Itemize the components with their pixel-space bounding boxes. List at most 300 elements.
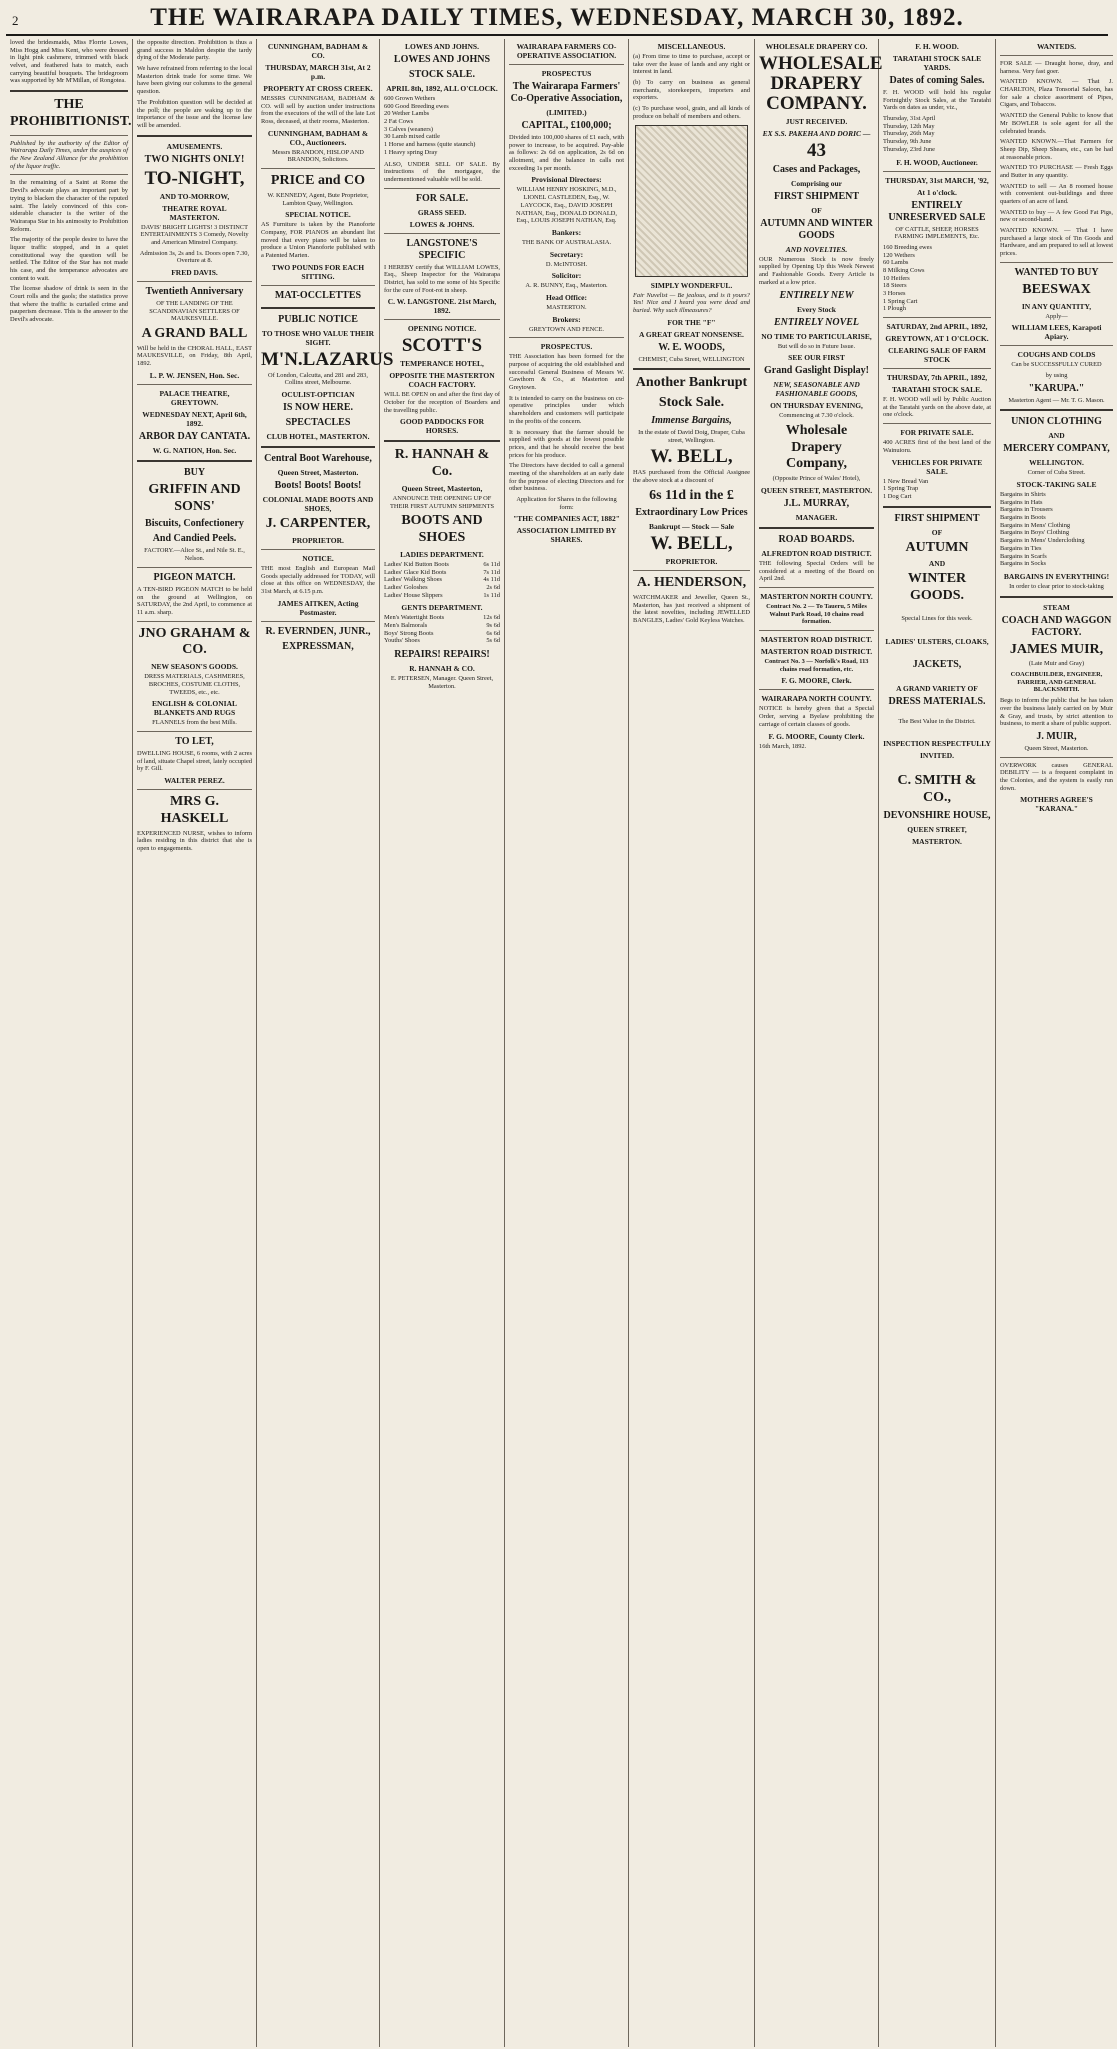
lazarus-text: Of London, Calcutta, and 281 and 283, Collins street, Melbourne. [268,371,368,387]
graham-subheading: NEW SEASON'S GOODS. [151,662,238,672]
item-name: Boys' Strong Boots [384,629,434,637]
divider [384,440,500,442]
grass-seed-heading: GRASS SEED. [417,207,467,217]
item-price: 6s 6d [486,629,500,637]
list-item: Bargains in Trousers [1000,506,1053,514]
wellington-line: WELLINGTON. [1029,458,1084,468]
ladies-heading: LADIES DEPARTMENT. [400,549,484,559]
divider [261,285,375,286]
limited-line: (LIMITED.) [546,108,587,117]
masthead [6,4,1108,36]
firm-text: MESSRS CUNNINGHAM, BADHAM & CO. will sell by auction under instructions from the executors of the will of the late Lot Ross, deceased, at their rooms, Masterton. [261,95,375,126]
bankrupt-stock-line: Bankrupt — Stock — Sale [648,522,735,532]
column-1 [6,39,133,2047]
wairarapa-north-heading: WAIRARAPA NORTH COUNTY. [761,694,872,704]
greytown-line: GREYTOWN, AT 1 O'CLOCK. [885,334,989,344]
secretary-name: D. McINTOSH. [545,260,588,268]
lazarus-heading: M'N.LAZARUS [261,348,394,370]
road-district-heading: MASTERTON ROAD DISTRICT. [760,635,873,645]
list-item: Thursday, 26th May [883,130,935,138]
tomorrow-line: AND TO-MORROW, [159,191,230,201]
wedding-report: loved the bridesmaids, Miss Florrie Lowes, Miss Hogg and Miss Kent, who were dressed in light pink cashmere, trimmed with black velvet, and feathered hats to match, each carrying beautiful bouquets. The bridegroom was supported by Mr M'Millan, of Rongotea. [10,39,128,85]
carpenter-subheading: PROPRIETOR. [292,535,344,545]
stock-date: APRIL 8th, 1892, ALL O'CLOCK. [386,84,498,93]
price-subheading: W. KENNEDY, Agent, Bute Proprietor, Lambton Quay, Wellington. [267,191,369,207]
graham-heading: JNO GRAHAM & CO. [138,625,251,658]
opposite-line: (Opposite Prince of Wales' Hotel), [772,475,861,483]
ships-line: EX S.S. PAKEHA AND DORIC — [762,128,871,138]
caption-text: Fair Nuvelist — Be jealous, and is it yours? Yes! Nice and I heard you were dead and buried. Why such illmeasures? [633,291,750,314]
column-6 [629,39,755,2047]
gents-price-list [384,614,500,645]
palace-date: WEDNESDAY NEXT, April 6th, 1892. [142,409,247,428]
prohibitionist-heading: THE PROHIBITIONIST. [10,97,132,129]
saturday-heading: SATURDAY, 2nd APRIL, 1892, [886,322,988,332]
road-boards-heading: ROAD BOARDS. [778,533,855,545]
taratahi-heading: TARATAHI STOCK SALE YARDS. [892,54,982,72]
divider [10,135,128,136]
list-item: 120 Wethers [883,251,915,259]
divider [759,587,874,588]
private-sale-heading: FOR PRIVATE SALE. [900,428,974,438]
office-place: MASTERTON. [546,303,587,311]
list-item: 1 Heavy spring Dray [384,148,438,156]
blankets-heading: ENGLISH & COLONIAL BLANKETS AND RUGS [151,699,238,718]
cattle-heading: OF CATTLE, SHEEP, HORSES FARMING IMPLEMENTS, Etc. [894,225,980,241]
divider [759,527,874,529]
divider [883,423,991,424]
article-paragraph: the opposite direction. Prohibition is thus a grand success in Maldon despite the tardy dying of the Moderate party. [137,39,252,62]
article-paragraph: The license shadow of drink is seen in the Court rolls and the gaols; the statistics prove that where the traffic is curtailed crime and pauperism decrease. This is the answer to the Devil's advocate. [10,285,128,324]
muir-signature: J. MUIR, [1036,730,1077,742]
mat-heading: MAT-OCCLETTES [274,289,362,301]
apply-line: Apply— [1045,312,1068,320]
first-shipment-heading: FIRST SHIPMENT [894,512,980,524]
of-line: OF [811,205,822,215]
list-item [384,576,500,584]
list-item: 1 Horse and harness (quite staunch) [384,141,476,149]
price-per-pound: 6s 11d in the £ [649,487,734,503]
drapery-top: WHOLESALE DRAPERY CO. [765,42,868,51]
paddocks-heading: GOOD PADDOCKS FOR HORSES. [399,417,485,436]
stock-taking-heading: STOCK-TAKING SALE [1016,480,1097,490]
column-2 [133,39,257,2047]
capital-heading: CAPITAL, £100,000; [521,120,612,131]
directors-heading: Provisional Directors: [531,175,602,185]
murray-heading: J.L. MURRAY, [783,497,850,509]
list-item: Bargains in Boots [1000,514,1046,522]
ball-text: Will be held in the CHORAL HALL, EAST MAUKESVILLE, on Friday, 8th April, 1892. [137,344,252,368]
dress-materials-heading: DRESS MATERIALS. [888,695,986,707]
item-price: 9s 6d [486,622,500,629]
list-item [384,614,500,622]
divider [759,689,874,690]
invited-line: INVITED. [920,751,954,761]
opening-notice-heading: OPENING NOTICE. [407,324,477,334]
solicitor-name: A. R. BUNNY, Esq., Masterton. [525,282,608,290]
inspection-line: INSPECTION RESPECTFULLY [883,739,991,749]
list-item: 2 Fat Cows [384,118,414,126]
repairs-heading: REPAIRS! REPAIRS! [394,649,490,661]
divider [261,621,375,622]
stock-sale-heading: STOCK SALE. [409,69,475,80]
list-item [384,569,500,577]
tender-text: Contract No. 2 — To Taueru, 5 Miles Walnut Park Road, 10 chains road formation. [766,603,867,626]
mothers-line: MOTHERS AGREE'S "KARANA." [1020,795,1093,814]
illustration-caption: SIMPLY WONDERFUL. [650,280,733,290]
association-heading: The Wairarapa Farmers' Co-Operative Association, [510,81,623,104]
list-item: Thursday, 9th June [883,138,932,146]
taratahi-heading-2: TARATAHI STOCK SALE. [891,385,983,395]
wanted-to-buy-heading: WANTED TO BUY [1014,266,1099,278]
mercery-heading: MERCERY COMPANY, [1003,443,1110,455]
column-3 [257,39,394,2047]
divider [633,368,750,370]
smith-heading: C. SMITH & CO., [897,773,977,806]
haskell-text: EXPERIENCED NURSE, wishes to inform ladies residing in this district that she is open to engagements. [137,829,252,852]
divider [1000,55,1113,56]
list-item: Bargains in Scarfs [1000,552,1047,560]
queen-street-line: QUEEN STREET, [907,824,967,834]
bell-text: HAS purchased from the Official Assignee the above stock at a discount of [633,469,750,484]
central-heading: Central Boot Warehouse, [264,453,372,465]
comprising-line: Comprising our [790,178,843,188]
wholesale-heading-2: Wholesale Drapery Company, [785,422,848,472]
aitken-signature: JAMES AITKEN, Acting Postmaster. [277,598,359,617]
list-item [384,637,500,645]
evernden-heading: R. EVERNDEN, JUNR., [265,625,371,637]
divider [137,731,252,732]
divider [137,135,252,137]
thursday-heading-2: THURSDAY, 7th APRIL, 1892, [886,373,988,383]
biscuits-heading: Biscuits, Confectionery [145,518,244,530]
of-line: OF [931,527,943,537]
capital-text: Divided into 100,000 shares of £1 each, with power to increase, to be acquired. Pay-able as follows: 2s 6d on application, 2s 6d on allotment, and the balance in calls not exceeding 1s per month. [509,134,624,172]
article-paragraph: The majority of the people desire to have the liquor traffic stopped, and in a quiet constitutional way the question will be settled. The Editor of the Star has not made his case, and the temperance advocates are content to wait. [10,236,128,282]
column-9 [996,39,1117,2047]
masterton-county-heading: MASTERTON NORTH COUNTY. [760,592,873,602]
article-paragraph: (a) From time to time to purchase, accept or take over the lease of lands and any right or interest in land. [633,53,750,76]
muir-subheading: (Late Muir and Gray) [1028,660,1085,668]
lees-signature: WILLIAM LEES, Karapoti Apiary. [1011,323,1102,342]
column-7 [755,39,883,2047]
divider [137,281,252,282]
list-item [384,592,500,600]
cattle-list [883,244,991,313]
for-the-sub: A GREAT GREAT NONSENSE. [639,329,744,339]
list-item: Bargains in Hats [1000,498,1043,506]
colonial-heading: COLONIAL MADE BOOTS AND SHOES, [262,495,374,514]
divider [1000,409,1113,411]
vehicles-list [883,478,991,501]
list-item: 10 Heifers [883,274,910,282]
ulsters-heading: LADIES' ULSTERS, CLOAKS, [885,636,989,646]
extraordinary-heading: Extraordinary Low Prices [635,507,748,519]
list-item: 600 Grown Wethers [384,95,436,102]
notice-heading: NOTICE. [302,553,334,563]
hannah-subheading: Queen Street, Masterton, [401,483,483,493]
list-item: Thursday, 12th May [883,122,935,130]
list-item: Bargains in Boys' Clothing [1000,529,1070,537]
divider [137,621,252,622]
divider [1000,262,1113,263]
admission-text: Admission 3s, 2s and 1s. Doors open 7.30, Overture at 8. [139,249,250,265]
company-text: DAVIS' BRIGHT LIGHTS! 3 DISTINCT ENTERTAINMENTS 3 Comedy, Novelty and American Minstrel Company. [140,223,249,246]
agent-line: Masterton Agent — Mr. T. G. Mason. [1008,396,1105,404]
steam-line: STEAM [1043,602,1070,612]
list-item: Bargains in Shirts [1000,491,1046,499]
contract-text: Contract No. 3 — Norfolk's Road, 113 chains road formation, etc. [764,658,869,673]
article-paragraph: (b) To carry on business as general merchants, storekeepers, importers and exporters. [633,79,750,102]
subscribe-line: Application for Shares in the following form: [516,496,617,511]
divider [1000,757,1113,758]
hannah-heading: R. HANNAH & Co. [394,447,490,480]
drapery-text: OUR Numerous Stock is now freely supplied by Opening Up this Week Newest and Fashionable Goods. Every Article is marked at a low price. [759,255,874,286]
dates-list [883,115,991,153]
devonshire-heading: DEVONSHIRE HOUSE, [883,809,991,821]
item-name: Ladies' Glace Kid Boots [384,568,447,576]
boots-shoes-heading: BOOTS AND SHOES [401,513,483,546]
arbor-day-heading: ARBOR DAY CANTATA. [138,430,251,442]
manager-line: MANAGER. [795,512,838,522]
dates-text: F. H. WOOD will hold his regular Fortnightly Stock Sales, at the Taratahi Yards on dates as under, viz., [883,89,991,112]
cured-line: Can be SUCCESSFULLY CURED [1011,361,1102,369]
item-price: 7s 11d [483,568,500,576]
divider [509,64,624,65]
divider [10,174,128,175]
two-nights-heading: TWO NIGHTS ONLY! [144,153,245,165]
and-line: AND [928,559,946,569]
graham-items: DRESS MATERIALS, CASHMERES, BROCHES, COSTUME CLOTHS, TWEEDS, etc., etc. [144,673,245,696]
divider [1000,596,1113,598]
list-item: 600 Good Breeding ewes [384,102,449,110]
manager-signature: FRED DAVIS. [171,267,218,277]
terms-heading: TWO POUNDS FOR EACH SITTING. [271,262,365,281]
wanteds-heading: WANTEDS. [1037,42,1076,51]
list-item [384,584,500,592]
special-notice-text: AS Furniture is taken by the Pianoforte Company, FOR PIANOS an abundant list moved that every piano will be taken to produce a Union Pianoforte published with a Patented Marten. [261,221,375,260]
palace-theatre-heading: PALACE THEATRE, GREYTOWN. [159,388,230,407]
beeswax-heading: BEESWAX [1022,281,1091,297]
item-name: Men's Watertight Boots [384,614,445,622]
column-5 [505,39,629,2047]
woods-heading: W. E. WOODS, [658,341,725,353]
using-line: by using [1045,371,1068,379]
article-paragraph: The Prohibition question will be decided at the poll; the people are waking up to the importance of the issue and the license law will be amended. [137,98,252,129]
advert-illustration [635,125,748,277]
list-item: 1 Spring Trap [883,485,919,493]
theatre-line: THEATRE ROYAL MASTERTON. [162,203,227,222]
winter-goods-heading: WINTER GOODS. [907,571,967,604]
divider [759,630,874,631]
column-4 [380,39,505,2047]
clearing-heading: CLEARING SALE OF FARM STOCK [888,346,986,365]
list-item: 18 Steers [883,282,907,290]
item-name: Ladies' Goloshes [384,583,428,591]
another-bankrupt-heading: Another Bankrupt [635,375,748,391]
spacer [883,762,991,770]
stock-list [384,95,500,157]
item-name: Men's Balmorals [384,622,428,629]
divider [137,384,252,385]
grass-signature: LOWES & JOHNS. [409,219,475,229]
article-paragraph: In the remaining of a Saint at Rome the Devil's advocate plays an important part by trying to blacken the character of the reputed saint. The lately convinced of this con- siderable character is the writer of the Wairarapa Star in his animosity to Prohibition Reform. [10,179,128,233]
hannah-signature: R. HANNAH & CO. [409,664,475,674]
item-name: Youths' Shoes [384,637,420,645]
divider [883,368,991,369]
office-heading: Head Office: [545,292,588,302]
arbor-signature: W. G. NATION, Hon. Sec. [152,445,237,455]
future-issue-line: But will do so in Future Issue. [777,342,856,350]
firm-heading: CUNNINGHAM, BADHAM & CO. [267,42,369,60]
novelties-line: AND NOVELTIES. [785,244,848,254]
best-value-line: The Best Value in the District. [898,717,976,725]
spacer [883,607,991,615]
list-item [384,630,500,638]
special-notice-heading: SPECIAL NOTICE. [285,210,351,220]
list-item: Thursday, 23rd June [883,145,935,153]
anniversary-heading: Twentieth Anniversary [145,285,244,297]
wholesale-heading: WHOLESALE DRAPERY COMPANY. [759,53,883,114]
article-paragraph: The Directors have decided to call a general meeting of the shareholders at an early date for the purpose of electing Directors and for other business. [509,462,624,493]
just-received-heading: JUST RECEIVED. [785,116,848,126]
bell-heading: W. BELL, [650,446,733,468]
moore-signature-2: F. G. MOORE, County Clerk. [768,731,865,741]
firm-signature: CUNNINGHAM, BADHAM & CO., Auctioneers. [267,128,369,147]
prospectus-heading-2: PROSPECTUS. [540,342,593,352]
divider [261,168,375,169]
form-subheading: ASSOCIATION LIMITED BY SHARES. [516,526,617,545]
road-district-heading-2: MASTERTON ROAD DISTRICT. [760,647,873,657]
unreserved-heading: ENTIRELY UNRESERVED SALE [888,199,986,223]
peels-heading: And Candied Peels. [152,533,237,545]
miscellaneous-heading: MISCELLANEOUS. [657,42,726,51]
ladies-price-list [384,561,500,599]
item-price: 6s 11d [483,560,500,568]
list-item: Thursday, 31st April [883,115,936,123]
classified-ad: WANTED the General Public to know that Mr BOWLER is sole agent for all the celebrated brands. [1000,112,1113,135]
form-heading: "THE COMPANIES ACT, 1882" [513,514,620,524]
item-name: Ladies' Walking Shoes [384,576,443,584]
prospectus-heading: PROSPECTUS [541,69,592,78]
autumn-winter-heading: AUTUMN AND WINTER GOODS [760,217,873,241]
to-let-heading: TO LET, [175,735,214,747]
overwork-text: OVERWORK causes GENERAL DEBILITY — is a frequent complaint in the Colonies, and the system is easily run down. [1000,761,1113,792]
see-our-first-line: SEE OUR FIRST [788,353,845,363]
muir-text: Begs to inform the public that he has taken over the business lately carried on by Muir & Gray, and trusts, by strict attention to business, to merit a share of public support. [1000,697,1113,728]
petersen-signature: E. PETERSEN, Manager. Queen Street, Masterton. [390,675,494,690]
cases-heading: Cases and Packages, [772,163,861,175]
list-item: 1 Spring Cart [883,297,918,305]
divider [10,90,128,92]
list-item [384,622,500,630]
brokers-heading: Brokers: [552,314,581,324]
corner-line: Corner of Cuba Street. [1027,469,1086,477]
divider [883,317,991,318]
divider [384,233,500,234]
autumn-heading: AUTUMN [905,539,969,555]
brokers-name: GREYTOWN AND FENCE. [529,325,604,333]
list-item: Bargains in Socks [1000,560,1047,568]
grand-variety-line: A GRAND VARIETY OF [896,683,978,693]
divider [137,460,252,462]
spacer [883,626,991,634]
entirely-new-heading: ENTIRELY NEW [779,289,854,301]
ball-signature: L. P. W. JENSEN, Hon. Sec. [149,370,240,380]
newspaper-title: THE WAIRARAPA DAILY TIMES, WEDNESDAY, MARCH 30, 1892. [150,4,964,31]
pigeon-heading: PIGEON MATCH. [153,571,236,583]
secretary-heading: Secretary: [549,249,584,259]
moore-signature: F. G. MOORE, Clerk. [781,676,852,686]
dwelling-text: DWELLING HOUSE, 6 rooms, with 2 acres of land, situate Chapel street, lately occupied by F. Gill. [137,749,252,773]
pigeon-text: A TEN-BIRD PIGEON MATCH to be held on the ground at Wellington, on SATURDAY, the 2nd April, to commence at 11 a.m. sharp. [137,585,252,616]
lowes-top: LOWES AND JOHNS. [405,42,479,51]
coach-heading: COACH AND WAGGON FACTORY. [1001,614,1112,638]
divider [261,307,375,309]
henderson-text: WATCHMAKER and Jeweller, Queen St., Masterton, has just received a shipment of the latest novelties, including JEWELLED BANGLES, Ladies' Gold Keyless Watches. [633,594,750,625]
thursday-time: At 1 o'clock. [917,187,957,197]
public-notice-sub: TO THOSE WHO VALUE THEIR SIGHT. [261,328,375,347]
bankers-heading: Bankers: [551,227,582,237]
proprietor-line: PROPRIETOR. [665,557,718,567]
article-paragraph: THE Association has been formed for the purpose of acquiring the old established and successful General Business of Messrs W. Cawthorn & Co., at Masterton and Greytown. [509,353,624,392]
alfredton-heading: ALFREDTON ROAD DISTRICT. [761,548,872,558]
wairarapa-north-text: NOTICE is hereby given that a Special Order, serving a Byelaw prohibiting the carriage of certain classes of goods. [759,705,874,728]
list-item: 1 Dog Cart [883,492,912,500]
column-row [6,39,1113,2047]
langstone-heading: LANGSTONE'S SPECIFIC [406,237,478,261]
scott-heading: SCOTT'S [401,335,483,357]
solicitor-heading: Solicitor: [551,271,582,281]
everything-sub: In order to clear prior to stock-taking [1009,582,1104,590]
every-stock-line: Every Stock [797,304,836,314]
list-item: 3 Horses [883,290,906,297]
divider [137,567,252,568]
notice-date: 16th March, 1892. [759,742,807,750]
stock-sale-heading: Stock Sale. [658,395,725,411]
gents-heading: GENTS DEPARTMENT. [401,603,483,613]
divider [261,549,375,550]
list-item: Bargains in Ties [1000,544,1042,552]
griffin-address: FACTORY.—Alice St., and Nile St. E., Nelson. [144,547,245,563]
henderson-heading: A. HENDERSON, [636,575,747,591]
jackets-heading: JACKETS, [912,658,962,670]
list-item: 3 Calves (weaners) [384,125,433,133]
item-name: Ladies' House Slippers [384,591,443,599]
article-paragraph: It is necessary that the farmer should be supplied with goods at the lowest possible prices, and that he should receive the best prices for his produce. [509,428,624,459]
dwelling-signature: WALTER PEREZ. [164,775,225,785]
classified-ad: WANTED KNOWN. — That I have purchased a large stock of Tin Goods and Hardware, and am prepared to sell at lowest prices. [1000,227,1113,258]
list-item: 1 New Bread Van [883,477,929,485]
everything-heading: BARGAINS IN EVERYTHING! [1003,571,1110,581]
spacer [883,673,991,681]
langstone-text: I HEREBY certify that WILLIAM LOWES, Esq., Sheep Inspector for the Wairarapa District, has sold to me some of his Specific for the cure of Foot-rot in sheep. [384,263,500,294]
classified-ad: FOR SALE — Draught horse, dray, and harness. Very fast goer. [1000,60,1113,75]
item-price: 4s 11d [483,576,500,584]
list-item: Bargains in Mens' Clothing [1000,521,1071,529]
farmers-top-heading: WAIRARAPA FARMERS CO-OPERATIVE ASSOCIATION. [516,42,617,60]
divider [883,506,991,508]
thursday-time: Commencing at 7.30 o'clock. [779,412,854,420]
list-item: 1 Plough [883,305,906,313]
divider [137,789,252,790]
article-paragraph: (c) To purchase wool, grain, and all kinds of produce on behalf of members and others. [633,105,750,120]
spacer [883,648,991,656]
divider [509,337,624,338]
club-hotel-line: CLUB HOTEL, MASTERTON. [266,432,370,442]
list-item: Bargains in Mens' Underclothing [1000,537,1085,545]
bargains-list [1000,491,1113,568]
